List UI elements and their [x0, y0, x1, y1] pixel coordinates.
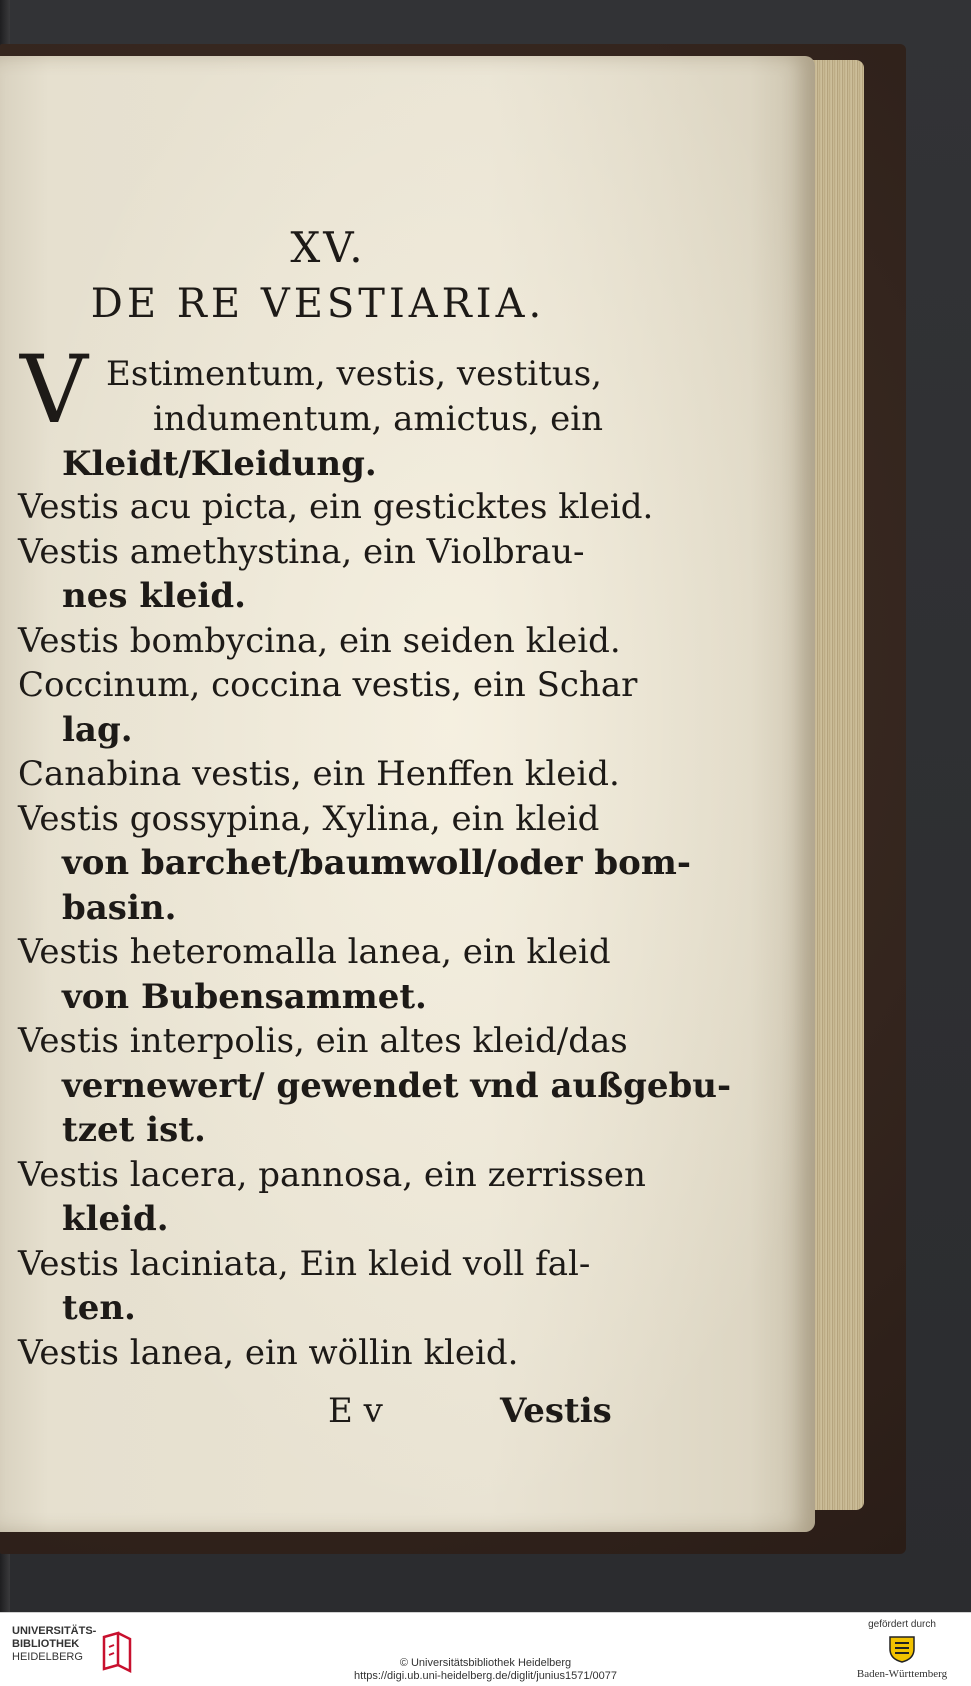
entry — [18, 930, 618, 1019]
entry-line: ten. — [62, 1288, 136, 1328]
dropcap: V — [20, 336, 88, 445]
entry-line: Vestis bombycina, ein seiden kleid. — [18, 620, 621, 661]
entry-line: Vestis lanea, ein wöllin kleid. — [18, 1332, 519, 1373]
entry-line: Vestis interpolis, ein altes kleid/das — [18, 1021, 628, 1061]
viewer-footer — [0, 1612, 971, 1686]
page-footer-line — [18, 1391, 618, 1435]
entry-line: von barchet/baumwoll/oder bom- — [62, 843, 691, 883]
catchword: Vestis — [500, 1391, 612, 1431]
entry — [18, 752, 618, 797]
funder-name: Baden-Württemberg — [856, 1668, 948, 1680]
entry — [18, 619, 621, 664]
chapter-number: XV. — [290, 223, 366, 272]
permalink[interactable]: https://digi.ub.uni-heidelberg.de/diglit/junius1571/0077 — [354, 1670, 617, 1682]
entry-line: Estimentum, vestis, vestitus, — [106, 354, 602, 394]
entry-line: Vestis acu picta, ein gesticktes kleid. — [18, 487, 654, 527]
entry-list — [18, 485, 732, 1375]
entry-line: Kleidt/Kleidung. — [62, 444, 377, 484]
book-page — [0, 56, 815, 1532]
state-seal-icon — [885, 1633, 919, 1663]
entry — [18, 485, 654, 530]
entry-line: Coccinum, coccina vestis, ein Schar — [18, 665, 638, 705]
entry — [18, 1019, 732, 1153]
copyright-text: © Universitätsbibliothek Heidelberg — [399, 1657, 572, 1669]
entry — [18, 1153, 646, 1242]
library-name-line: BIBLIOTHEK — [12, 1638, 80, 1650]
signature-mark: E v — [328, 1391, 383, 1431]
entry-line: basin. — [62, 887, 177, 928]
funded-by-label: gefördert durch — [868, 1619, 936, 1630]
entry-line: Vestis laciniata, Ein kleid voll fal- — [18, 1243, 591, 1284]
entry-line: Canabina vestis, ein Henffen kleid. — [18, 754, 620, 794]
entry-line: indumentum, amictus, ein — [153, 399, 604, 439]
entry-line: von Bubensammet. — [62, 976, 427, 1017]
entry — [18, 1242, 618, 1331]
entry-line: lag. — [62, 709, 133, 750]
page-edges — [808, 60, 864, 1510]
entry-line: kleid. — [62, 1199, 169, 1239]
entry-line: Vestis lacera, pannosa, ein zerrissen — [18, 1154, 646, 1195]
entry-line: Vestis gossypina, Xylina, ein kleid — [18, 798, 600, 839]
funder-block[interactable] — [847, 1619, 957, 1680]
page-text — [18, 223, 732, 1375]
entry — [18, 1331, 618, 1376]
entry-line: vernewert/ gewendet vnd außgebu- — [62, 1065, 732, 1106]
entry — [18, 663, 638, 752]
library-name-line: HEIDELBERG — [12, 1651, 83, 1663]
library-name-line: UNIVERSITÄTS- — [12, 1625, 97, 1637]
entry — [18, 530, 618, 619]
entry-line: Vestis amethystina, ein Violbrau- — [18, 531, 585, 572]
first-entry — [18, 336, 618, 485]
entry-line: tzet ist. — [62, 1110, 206, 1150]
entry — [18, 797, 691, 931]
entry-line: nes kleid. — [62, 576, 246, 616]
copyright — [0, 1657, 971, 1683]
chapter-title: DE RE VESTIARIA. — [90, 281, 546, 327]
entry-line: Vestis heteromalla lanea, ein kleid — [18, 932, 611, 972]
